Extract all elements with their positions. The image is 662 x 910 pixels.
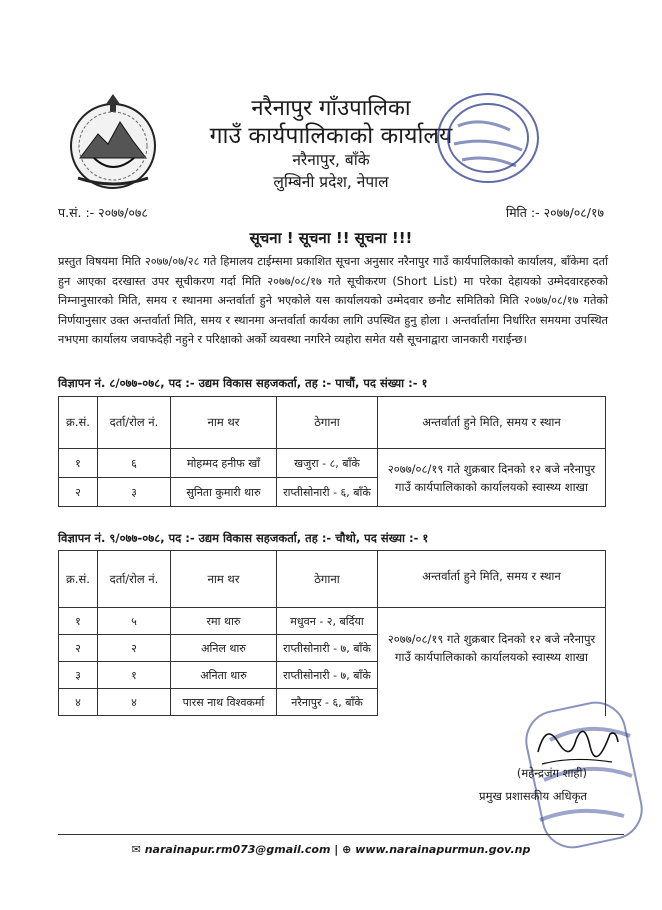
- cell-address: नरैनापुर - ६, बाँके: [277, 689, 378, 716]
- footer-divider: [58, 834, 624, 835]
- envelope-icon: ✉: [131, 843, 141, 856]
- cell-address: मधुवन - २, बर्दिया: [277, 608, 378, 635]
- notice-body: प्रस्तुत विषयमा मिति २०७७/०७/२८ गते हिमालय टाईम्समा प्रकाशित सूचना अनुसार नरैनापुर गाउँ कार्यपालिकाको कार्यालय, बाँकेमा दर्ता हुन आएका दरखास्त उपर सूचीकरण गर्दा मिति २०७७/०८/१७ गते सूचीकरण (Short List) मा परेका देहायको उम्मेदवारहरुको निम्नानुसारको मिति, समय र स्थानमा अन्तर्वार्ता हुने भएकोले यस कार्यालयको उम्मेदवार छनौट समितिको मिति २०७७/०८/१७ गतेको निर्णयानुसार उक्त अन्तर्वार्ता मिति, समय र स्थानमा अन्तर्वार्ता कार्यका लागि उपस्थित हुनु होला । अन्तर्वार्तामा निर्धारित समयमा उपस्थित नभएमा कार्यालय जवाफदेही नहुने र परिक्षाको अर्को व्यवस्था नगरिने व्यहोरा समेत यसै सूचनाद्वारा जानकारी गराईन्छ।: [58, 255, 608, 347]
- office-subtitle: गाउँ कार्यपालिकाको कार्यालय: [209, 123, 453, 149]
- cell-name: अनिल थारु: [171, 635, 277, 662]
- cell-address: राप्तीसोनारी - ७, बाँके: [277, 635, 378, 662]
- col-name: नाम थर: [171, 397, 277, 449]
- globe-icon: ⊕: [342, 843, 352, 856]
- ad-title-1: विज्ञापन नं. ८/०७७-०७८, पद :- उद्यम विकास सहजकर्ता, तह :- पाचौं, पद संख्या :- १: [58, 376, 428, 390]
- cell-roll: २: [98, 635, 171, 662]
- office-location: नरैनापुर, बाँके: [292, 151, 370, 169]
- col-roll: दर्ता/रोल नं.: [98, 397, 171, 449]
- col-address: ठेगाना: [277, 397, 378, 449]
- signatory-name: (महेन्द्रजंग शाही): [516, 766, 587, 780]
- office-stamp-icon: [430, 86, 546, 190]
- candidate-table-2: [58, 550, 606, 716]
- cell-roll: ६: [98, 449, 171, 478]
- cell-serial: २: [59, 635, 98, 662]
- office-name: नरैनापुर गाँउपालिका: [251, 96, 411, 121]
- cell-roll: ५: [98, 608, 171, 635]
- footer-separator: |: [334, 843, 339, 856]
- col-address: ठेगाना: [277, 551, 378, 608]
- col-name: नाम थर: [171, 551, 277, 608]
- cell-name: रमा थारु: [171, 608, 277, 635]
- ad-title-2: विज्ञापन नं. ९/०७७-०७८, पद :- उद्यम विकास सहजकर्ता, तह :- चौथो, पद संख्या :- १: [58, 531, 429, 545]
- cell-serial: १: [59, 608, 98, 635]
- col-schedule: अन्तर्वार्ता हुने मिति, समय र स्थान: [378, 397, 606, 449]
- notice-title: सूचना ! सूचना !! सूचना !!!: [249, 229, 413, 247]
- cell-serial: २: [59, 478, 98, 507]
- cell-serial: ३: [59, 662, 98, 689]
- footer-website[interactable]: www.narainapurmun.gov.np: [355, 843, 531, 856]
- table-row: [59, 449, 606, 478]
- cell-name: अनिता थारु: [171, 662, 277, 689]
- cell-roll: ३: [98, 478, 171, 507]
- footer: [0, 843, 662, 856]
- signatory-title: प्रमुख प्रशासकीय अधिकृत: [479, 789, 587, 803]
- cell-address: खजुरा - ८, बाँके: [277, 449, 378, 478]
- cell-roll: ४: [98, 689, 171, 716]
- cell-address: राप्तीसोनारी - ६, बाँके: [277, 478, 378, 507]
- notice-date: मिति :- २०७७/०८/१७: [505, 205, 604, 220]
- cell-roll: १: [98, 662, 171, 689]
- footer-email[interactable]: narainapur.rm073@gmail.com: [144, 843, 331, 856]
- col-schedule: अन्तर्वार्ता हुने मिति, समय र स्थान: [378, 551, 606, 608]
- cell-serial: १: [59, 449, 98, 478]
- cell-schedule: २०७७/०८/१९ गते शुक्रबार दिनको १२ बजे नरैनापुर गाउँ कार्यपालिकाको कार्यालयको स्वास्थ्य शाखा: [378, 608, 606, 716]
- office-province: लुम्बिनी प्रदेश, नेपाल: [273, 173, 389, 191]
- col-roll: दर्ता/रोल नं.: [98, 551, 171, 608]
- table-header-row: [59, 551, 606, 608]
- col-serial: क्र.सं.: [59, 551, 98, 608]
- table-row: [59, 608, 606, 635]
- candidate-table-1: [58, 396, 606, 507]
- cell-address: राप्तीसोनारी - ७, बाँके: [277, 662, 378, 689]
- cell-name: सुनिता कुमारी थारु: [171, 478, 277, 507]
- cell-name: पारस नाथ विश्वकर्मा: [171, 689, 277, 716]
- col-serial: क्र.सं.: [59, 397, 98, 449]
- cell-schedule: २०७७/०८/१९ गते शुक्रबार दिनको १२ बजे नरैनापुर गाउँ कार्यपालिकाको कार्यालयको स्वास्थ्य शाखा: [378, 449, 606, 507]
- reference-number: प.सं. :- २०७७/०७८: [58, 205, 148, 220]
- cell-serial: ४: [59, 689, 98, 716]
- cell-name: मोहम्मद हनीफ खाँ: [171, 449, 277, 478]
- table-header-row: [59, 397, 606, 449]
